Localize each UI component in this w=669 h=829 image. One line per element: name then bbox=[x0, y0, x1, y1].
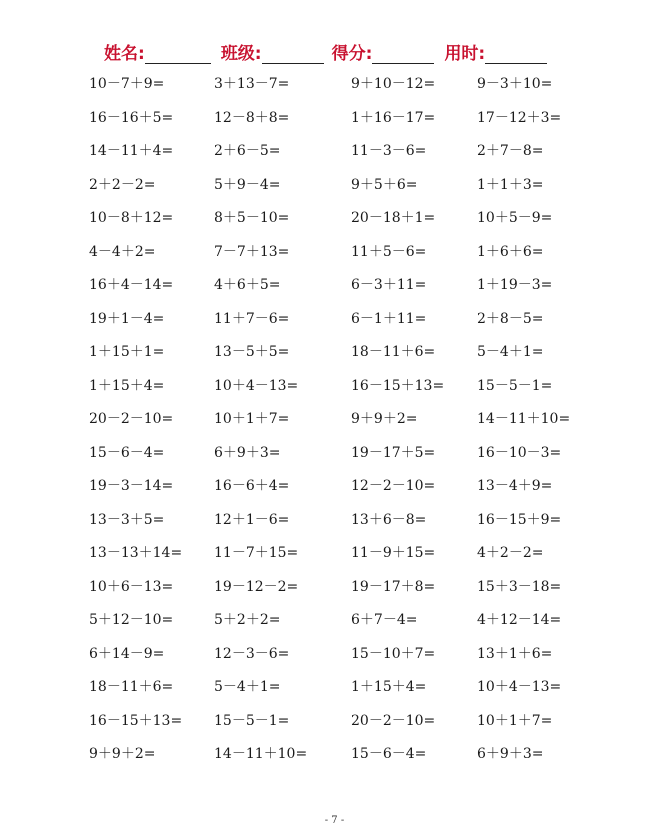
problem-item: 9＋9＋2= bbox=[89, 746, 156, 762]
problem-item: 6＋9＋3= bbox=[477, 746, 544, 762]
problem-item: 12－8＋8= bbox=[214, 109, 290, 126]
problem-item: 4＋12－14= bbox=[477, 612, 562, 628]
problem-item: 9＋10－12= bbox=[351, 76, 436, 92]
problem-item: 16－15＋13= bbox=[89, 712, 183, 729]
page-number: - 7 - bbox=[324, 815, 345, 826]
problem-item: 11－9＋15= bbox=[351, 545, 436, 561]
problem-item: 2＋6－5= bbox=[214, 143, 281, 159]
problem-item: 1＋6＋6= bbox=[477, 243, 544, 260]
problem-item: 17－12＋3= bbox=[477, 109, 562, 126]
problem-item: 1＋15＋1= bbox=[89, 344, 165, 360]
problem-item: 11＋5－6= bbox=[351, 243, 427, 260]
time-used-blank[interactable] bbox=[485, 45, 547, 64]
problem-item: 8＋5－10= bbox=[214, 210, 290, 226]
class-label: 班级: bbox=[220, 44, 262, 64]
problem-item: 19－3－14= bbox=[89, 478, 174, 494]
problem-item: 2＋2－2= bbox=[89, 176, 156, 193]
problem-item: 19＋1－4= bbox=[89, 310, 165, 327]
problem-item: 11＋7－6= bbox=[214, 310, 290, 327]
problem-item: 12＋1－6= bbox=[214, 511, 290, 528]
problem-item: 4－4＋2= bbox=[89, 243, 156, 260]
score-field bbox=[332, 44, 445, 64]
class-field bbox=[221, 44, 332, 64]
problem-item: 5－4＋1= bbox=[214, 679, 281, 695]
problem-item: 5＋9－4= bbox=[214, 176, 281, 193]
problem-grid bbox=[89, 72, 609, 776]
name-label: 姓名: bbox=[104, 44, 145, 64]
problem-item: 15－5－1= bbox=[477, 377, 553, 394]
time-used-field bbox=[444, 44, 547, 64]
problem-item: 11－7＋15= bbox=[214, 545, 299, 561]
problem-item: 13－4＋9= bbox=[477, 478, 553, 494]
problem-item: 20－2－10= bbox=[351, 712, 436, 729]
problem-item: 15－10＋7= bbox=[351, 645, 436, 662]
problem-item: 1＋15＋4= bbox=[351, 679, 427, 695]
problem-item: 6－1＋11= bbox=[351, 310, 427, 327]
problem-item: 9＋9＋2= bbox=[351, 411, 418, 427]
problem-item: 16－15＋13= bbox=[351, 377, 445, 394]
problem-item: 6＋9＋3= bbox=[214, 444, 281, 461]
time-used-label: 用时: bbox=[444, 44, 486, 64]
problem-item: 10＋4－13= bbox=[214, 377, 299, 394]
problem-item: 9＋5＋6= bbox=[351, 176, 418, 193]
problem-item: 13－5＋5= bbox=[214, 344, 290, 360]
problem-item: 13－3＋5= bbox=[89, 511, 165, 528]
problem-item: 20－2－10= bbox=[89, 411, 174, 427]
problem-item: 5＋12－10= bbox=[89, 612, 174, 628]
class-blank[interactable] bbox=[262, 45, 324, 64]
problem-item: 13－13＋14= bbox=[89, 545, 183, 561]
problem-item: 10－8＋12= bbox=[89, 210, 174, 226]
problem-item: 5＋2＋2= bbox=[214, 612, 281, 628]
problem-item: 7－7＋13= bbox=[214, 243, 290, 260]
problem-item: 19－17＋5= bbox=[351, 444, 436, 461]
name-blank[interactable] bbox=[145, 45, 211, 64]
problem-item: 13＋1＋6= bbox=[477, 645, 553, 662]
problem-item: 1＋19－3= bbox=[477, 277, 553, 293]
problem-item: 1＋1＋3= bbox=[477, 176, 544, 193]
problem-item: 10＋6－13= bbox=[89, 578, 174, 595]
problem-item: 6＋14－9= bbox=[89, 645, 165, 662]
problem-item: 6＋7－4= bbox=[351, 612, 418, 628]
problem-item: 10＋4－13= bbox=[477, 679, 562, 695]
problem-item: 3＋13－7= bbox=[214, 76, 290, 92]
problem-item: 10＋1＋7= bbox=[214, 411, 290, 427]
problem-item: 9－3＋10= bbox=[477, 76, 553, 92]
problem-item: 13＋6－8= bbox=[351, 511, 427, 528]
problem-item: 16－10－3= bbox=[477, 444, 562, 461]
worksheet-header bbox=[104, 38, 547, 64]
problem-item: 14－11＋10= bbox=[477, 411, 571, 427]
problem-item: 12－3－6= bbox=[214, 645, 290, 662]
name-field bbox=[104, 44, 221, 64]
problem-item: 4＋2－2= bbox=[477, 545, 544, 561]
problem-item: 12－2－10= bbox=[351, 478, 436, 494]
problem-item: 15＋3－18= bbox=[477, 578, 562, 595]
problem-item: 19－12－2= bbox=[214, 578, 299, 595]
problem-item: 16＋4－14= bbox=[89, 277, 174, 293]
problem-item: 16－15＋9= bbox=[477, 511, 562, 528]
problem-item: 6－3＋11= bbox=[351, 277, 427, 293]
problem-item: 20－18＋1= bbox=[351, 210, 436, 226]
problem-item: 15－5－1= bbox=[214, 712, 290, 729]
problem-item: 19－17＋8= bbox=[351, 578, 436, 595]
problem-item: 2＋8－5= bbox=[477, 310, 544, 327]
score-label: 得分: bbox=[331, 44, 373, 64]
problem-item: 5－4＋1= bbox=[477, 344, 544, 360]
problem-item: 18－11＋6= bbox=[89, 679, 174, 695]
problem-item: 1＋16－17= bbox=[351, 109, 436, 126]
problem-item: 15－6－4= bbox=[89, 444, 165, 461]
problem-item: 14－11＋10= bbox=[214, 746, 308, 762]
problem-item: 10＋5－9= bbox=[477, 210, 553, 226]
problem-item: 16－16＋5= bbox=[89, 109, 174, 126]
problem-item: 15－6－4= bbox=[351, 746, 427, 762]
problem-item: 1＋15＋4= bbox=[89, 377, 165, 394]
problem-item: 14－11＋4= bbox=[89, 143, 174, 159]
problem-item: 10－7＋9= bbox=[89, 76, 165, 92]
problem-item: 4＋6＋5= bbox=[214, 277, 281, 293]
problem-item: 18－11＋6= bbox=[351, 344, 436, 360]
score-blank[interactable] bbox=[372, 45, 434, 64]
problem-item: 10＋1＋7= bbox=[477, 712, 553, 729]
problem-item: 2＋7－8= bbox=[477, 143, 544, 159]
problem-item: 11－3－6= bbox=[351, 143, 427, 159]
problem-item: 16－6＋4= bbox=[214, 478, 290, 494]
